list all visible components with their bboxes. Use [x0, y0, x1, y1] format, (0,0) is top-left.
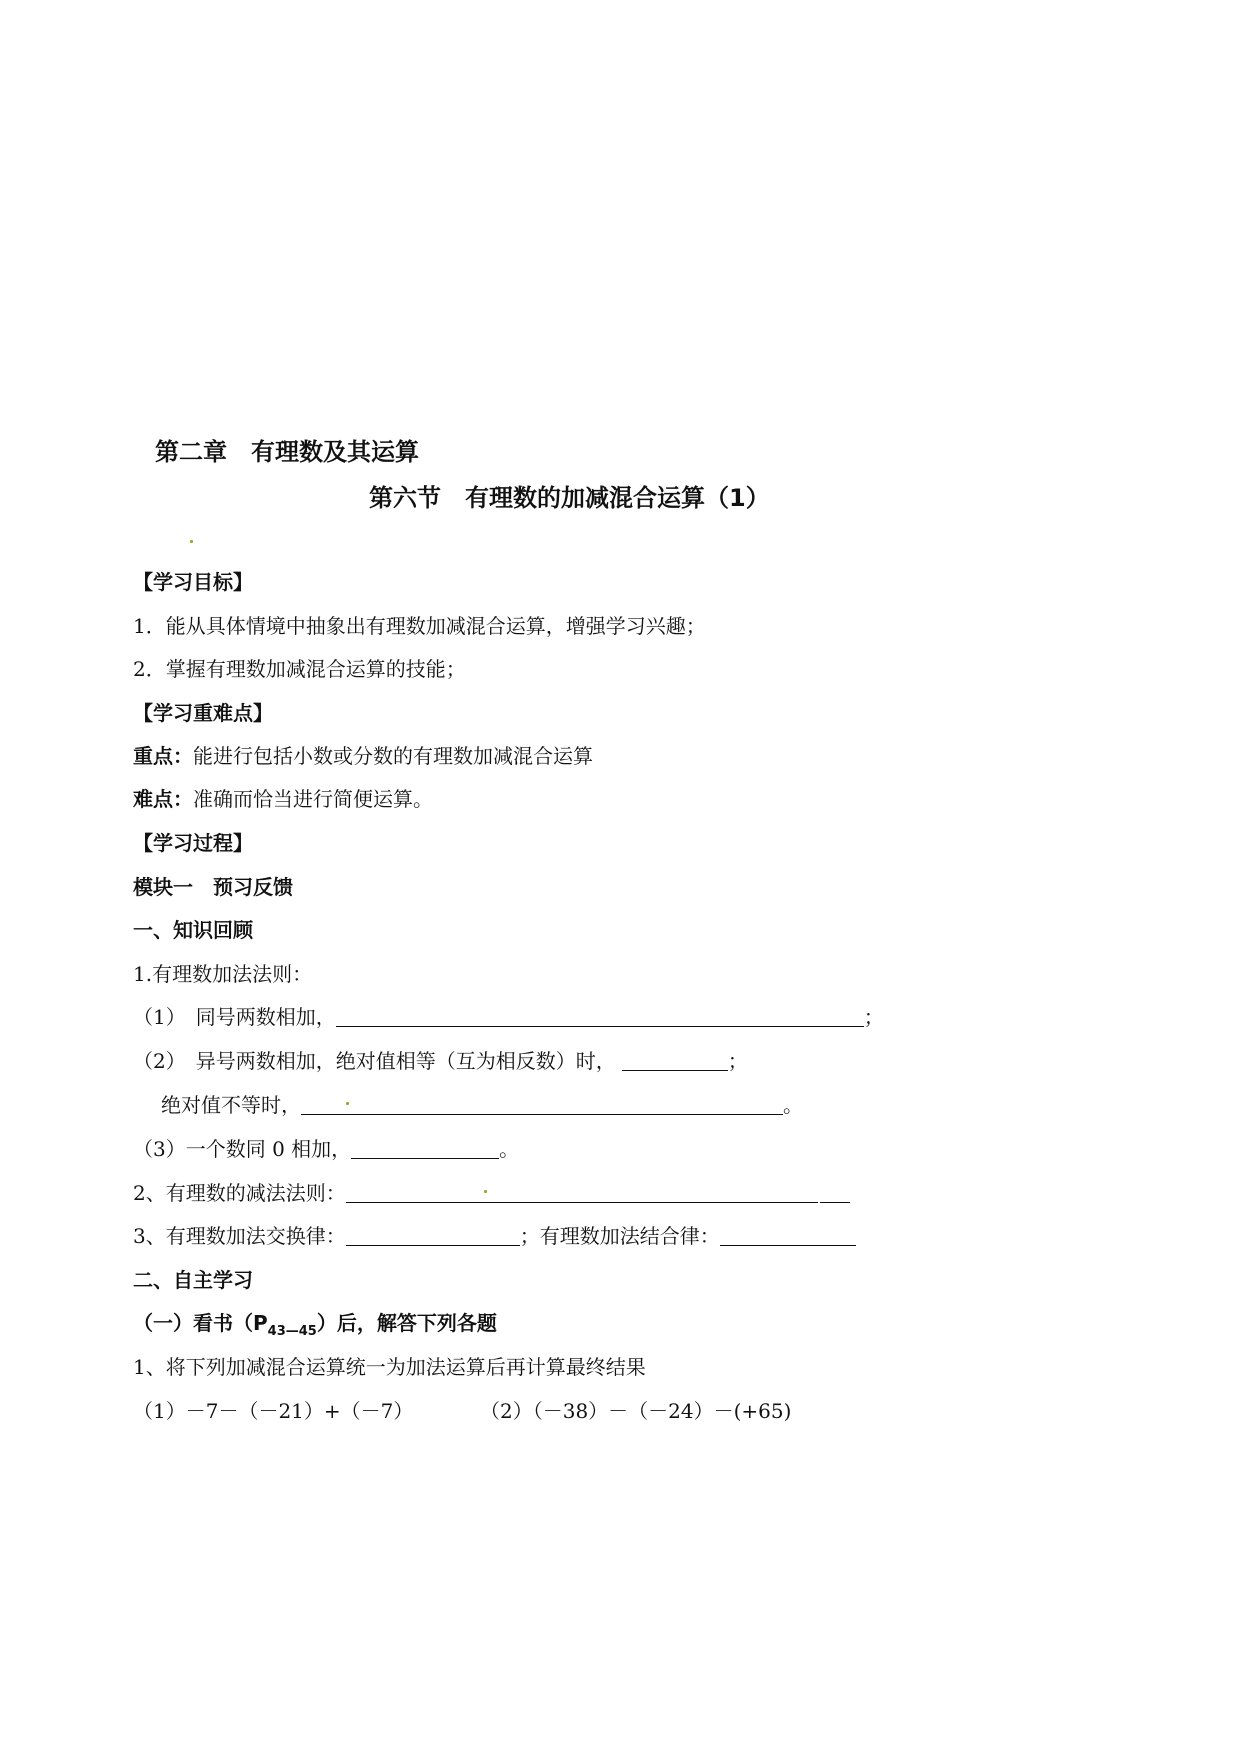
rule-3-label: （3）一个数同 0 相加， [133, 1137, 352, 1161]
self-study-heading: 二、自主学习 [133, 1268, 253, 1292]
process-heading: 【学习过程】 [133, 831, 253, 855]
commutative-label: 3、有理数加法交换律： [133, 1224, 346, 1248]
rule-1-label: （1） 同号两数相加， [133, 1005, 336, 1029]
objectives-heading: 【学习目标】 [133, 570, 253, 594]
focus-label: 重点： [133, 744, 193, 768]
focus-text: 能进行包括小数或分数的有理数加减混合运算 [193, 744, 593, 768]
answer-blank[interactable] [346, 1182, 818, 1203]
chapter-title: 第二章 有理数及其运算 [155, 438, 419, 466]
problem-1: （1）－7－（－21）+（－7） [133, 1399, 414, 1423]
speck-mark [190, 540, 193, 543]
rule-3-line [133, 1133, 519, 1162]
read-instruction [133, 1307, 497, 1339]
rule-2-end: ； [727, 1049, 748, 1073]
difficulty-label: 难点： [133, 787, 193, 811]
rule-2-line [133, 1045, 748, 1074]
objective-item-2: 2．掌握有理数加减混合运算的技能； [133, 657, 466, 681]
subtraction-rule-line [133, 1177, 850, 1206]
problem-2: （2）（－38）－（－24）－(+65) [480, 1399, 792, 1423]
answer-blank[interactable] [346, 1225, 520, 1246]
focus-line [133, 740, 593, 769]
answer-blank[interactable] [622, 1050, 728, 1071]
rule-1-end: ； [863, 1005, 884, 1029]
speck-mark [484, 1190, 487, 1193]
rule-2b-end: 。 [783, 1093, 803, 1117]
page-range: 43—45 [267, 1324, 317, 1339]
subtraction-rule-label: 2、有理数的减法法则： [133, 1181, 346, 1205]
read-suffix: ）后，解答下列各题 [316, 1311, 497, 1335]
rule-3-end: 。 [499, 1137, 520, 1161]
section-title: 第六节 有理数的加减混合运算（1） [369, 484, 770, 512]
rule-2-label: （2） 异号两数相加，绝对值相等（互为相反数）时， [133, 1049, 616, 1073]
exercise-1-instruction: 1、将下列加减混合运算统一为加法运算后再计算最终结果 [133, 1355, 646, 1379]
difficulty-line [133, 783, 433, 812]
rule-1-line [133, 1001, 884, 1030]
answer-blank[interactable] [820, 1182, 850, 1203]
laws-line [133, 1220, 856, 1249]
module-heading: 模块一 预习反馈 [133, 875, 293, 899]
difficulty-text: 准确而恰当进行简便运算。 [193, 787, 433, 811]
rule-2b-line [161, 1089, 803, 1118]
rule-2b-label: 绝对值不等时， [161, 1093, 301, 1117]
answer-blank[interactable] [301, 1094, 783, 1115]
answer-blank[interactable] [720, 1225, 856, 1246]
answer-blank[interactable] [336, 1006, 864, 1027]
addition-rule-heading: 1.有理数加法法则： [133, 962, 313, 986]
speck-mark [346, 1102, 349, 1105]
associative-label: ；有理数加法结合律： [519, 1224, 720, 1248]
objective-item-1: 1．能从具体情境中抽象出有理数加减混合运算，增强学习兴趣； [133, 614, 706, 638]
answer-blank[interactable] [351, 1138, 499, 1159]
review-heading: 一、知识回顾 [133, 918, 253, 942]
key-points-heading: 【学习重难点】 [133, 701, 273, 725]
read-prefix: （一）看书（P [133, 1311, 268, 1335]
